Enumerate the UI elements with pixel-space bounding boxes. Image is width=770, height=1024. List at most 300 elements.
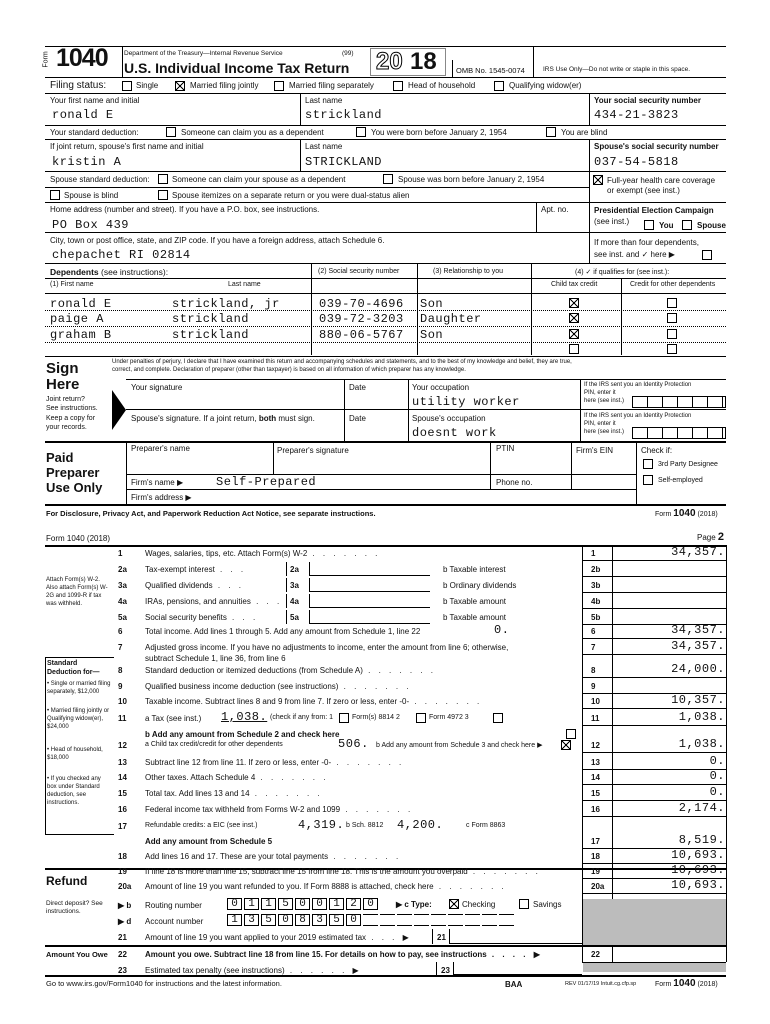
line-desc-text: Qualified business income deduction (see instructions) — [145, 682, 339, 691]
first-name-field[interactable]: ronald E — [52, 108, 114, 122]
dep1-rel[interactable]: Son — [420, 297, 444, 311]
baa-label: BAA — [505, 980, 523, 989]
dep2-rel[interactable]: Daughter — [420, 312, 482, 326]
line-number-12: 12 — [118, 741, 127, 750]
line-desc-2a: Tax-exempt interest . . . — [145, 565, 247, 574]
spouse-itemize-label: Spouse itemizes on a separate return or you were dual-status alien — [172, 191, 410, 200]
pec-spouse-label: Spouse — [697, 221, 726, 230]
line-subbox-4a: 4a — [286, 594, 310, 608]
line-desc-19: If line 18 is more than line 15, subtract line 15 from line 18. This is the amount you overpaid . . . . . . . — [145, 867, 541, 876]
line-desc-12 — [145, 741, 283, 748]
more-dependents-checkbox[interactable] — [702, 250, 712, 260]
spouse-born-label: Spouse was born before January 2, 1954 — [398, 175, 545, 184]
line-box-9: 9 — [591, 682, 596, 691]
line-desc-text: If line 18 is more than line 15, subtract line 15 from line 18. This is the amount you overpaid — [145, 867, 468, 876]
account-digit-empty[interactable] — [414, 914, 429, 926]
line21-amount[interactable] — [450, 929, 582, 944]
line17b-sch8812[interactable]: 4,200. — [397, 818, 444, 832]
dep2-first[interactable]: paige A — [50, 312, 104, 326]
std-dep-checkbox[interactable] — [166, 127, 176, 137]
line-subamount-2a[interactable] — [310, 562, 430, 576]
dep-col-odc: Credit for other dependents — [630, 281, 716, 288]
paid-title: Paid — [46, 450, 74, 465]
filing-qw-checkbox[interactable] — [494, 81, 504, 91]
std-deduction-title: Standard Deduction for— — [47, 660, 100, 676]
dep1-last[interactable]: strickland, jr — [172, 297, 280, 311]
ippin-label-2: PIN, enter it — [584, 390, 616, 396]
routing-digit[interactable]: 0 — [363, 898, 378, 910]
rev-label: REV 01/17/19 Intuit.cg.cfp.sp — [565, 981, 637, 987]
std-mfj-note: • Married filing jointly or Qualifying widow(er), $24,000 — [47, 708, 110, 730]
line21-desc: Amount of line 19 you want applied to your 2019 estimated tax . . . ▶ — [145, 933, 412, 942]
line12b-checkbox[interactable] — [561, 740, 571, 750]
line-box-13: 13 — [591, 758, 600, 767]
last-name-label: Last name — [305, 96, 343, 105]
savings-checkbox[interactable] — [519, 899, 529, 909]
line-subamount-5a[interactable] — [310, 610, 430, 624]
line23-number: 23 — [118, 966, 127, 975]
account-digit[interactable]: 0 — [278, 914, 293, 926]
refund-title: Refund — [46, 874, 88, 888]
form-title: U.S. Individual Income Tax Return — [124, 60, 350, 76]
routing-digit[interactable]: 0 — [312, 898, 327, 910]
health-coverage-label: Full-year health care coverage — [607, 176, 716, 185]
line-number-17: 17 — [118, 822, 127, 831]
account-digit-empty[interactable] — [363, 914, 378, 926]
line-desc-9: Qualified business income deduction (see instructions) . . . . . . . — [145, 682, 412, 691]
pec-you-checkbox[interactable] — [644, 220, 654, 230]
dep-col-last: Last name — [228, 281, 261, 288]
filing-single-label: Single — [136, 81, 159, 90]
occupation-label: Your occupation — [412, 383, 470, 392]
dep1-odc-checkbox[interactable] — [667, 298, 677, 308]
line23-box: 23 — [441, 966, 450, 975]
line-desc-18: Add lines 16 and 17. These are your total payments . . . . . . . — [145, 852, 402, 861]
line-desc-b-5a: b Taxable amount — [443, 613, 507, 622]
line-box-1: 1 — [591, 549, 596, 558]
line-amount-8[interactable]: 24,000. — [671, 662, 725, 676]
line-box-14: 14 — [591, 773, 600, 782]
spouse-ssn-label: Spouse's social security number — [594, 142, 719, 151]
line-desc-b-4a: b Taxable amount — [443, 597, 507, 606]
line-desc-text: Total tax. Add lines 13 and 14 — [145, 789, 250, 798]
omb-number: OMB No. 1545-0074 — [456, 66, 525, 75]
pec-you-label: You — [659, 221, 674, 230]
line17-add-sch5: Add any amount from Schedule 5 — [145, 837, 273, 846]
account-digit[interactable]: 5 — [329, 914, 344, 926]
health-coverage-label-2: or exempt (see inst.) — [607, 186, 680, 195]
filing-status-label: Filing status: — [50, 80, 107, 91]
phone-label: Phone no. — [496, 478, 533, 487]
checking-label: Checking — [462, 900, 496, 909]
line-amount-1[interactable]: 34,357. — [671, 545, 725, 559]
line-box-2b: 2b — [591, 565, 601, 574]
line-box-20a: 20a — [591, 882, 605, 891]
line-desc-text: Standard deduction or itemized deductions (from Schedule A) — [145, 666, 363, 675]
health-coverage-checkbox[interactable] — [593, 175, 603, 185]
std-blind-label: You are blind — [561, 128, 608, 137]
line-subamount-3a[interactable] — [310, 578, 430, 592]
line-desc-text: Total income. Add lines 1 through 5. Add any amount from Schedule 1, line 22 — [145, 627, 421, 636]
line-number-4a: 4a — [118, 597, 127, 606]
line-number-5a: 5a — [118, 613, 127, 622]
preparer-title: Preparer — [46, 465, 100, 480]
line-amount-14[interactable]: 0. — [709, 769, 725, 783]
line-desc-text: a Child tax credit/credit for other dependents — [145, 741, 283, 748]
year-outline: 20 — [376, 48, 403, 75]
line-number-6: 6 — [118, 627, 123, 636]
line-box-5b: 5b — [591, 613, 601, 622]
department: Department of the Treasury—Internal Revenue Service — [124, 50, 283, 57]
year-solid: 18 — [410, 48, 437, 75]
self-employed-label: Self-employed — [658, 477, 703, 484]
dep4-odc-checkbox[interactable] — [667, 344, 677, 354]
line-box-3b: 3b — [591, 581, 601, 590]
line-box-10: 10 — [591, 697, 600, 706]
spouse-blind-checkbox[interactable] — [50, 190, 60, 200]
line-desc-17 — [145, 822, 257, 829]
apt-label: Apt. no. — [541, 205, 569, 214]
std-hoh-note: • Head of household, $18,000 — [47, 747, 103, 761]
dep2-ctc-checkbox[interactable] — [569, 313, 579, 323]
line-desc-text: a Tax (see inst.) — [145, 714, 202, 723]
ssn-field[interactable]: 434-21-3823 — [594, 108, 679, 122]
account-digit-empty[interactable] — [380, 914, 395, 926]
spouse-occupation-label: Spouse's occupation — [412, 414, 486, 423]
sign-arrow — [112, 390, 126, 430]
here-title: Here — [46, 376, 80, 393]
line-amount-16[interactable]: 2,174. — [678, 801, 725, 815]
routing-digit[interactable]: 5 — [278, 898, 293, 910]
line-desc-text: Tax-exempt interest — [145, 565, 215, 574]
line-subbox-3a: 3a — [286, 578, 310, 592]
page2-form-label: Form 1040 (2018) — [46, 534, 111, 543]
account-digit[interactable]: 8 — [295, 914, 310, 926]
line21-number: 21 — [118, 933, 127, 942]
spouse-ippin-label-2: PIN, enter it — [584, 421, 616, 427]
dep2-last[interactable]: strickland — [172, 312, 250, 326]
firm-name-label: Firm's name ▶ — [131, 478, 184, 487]
preparer-name-label: Preparer's name — [131, 444, 190, 453]
more-dependents-label-2: see inst. and ✓ here ▶ — [594, 250, 675, 259]
line6-schedule1-amount[interactable]: 0. — [494, 623, 510, 637]
footer2-form: Form 1040 (2018) — [655, 978, 718, 989]
account-digit-empty[interactable] — [397, 914, 412, 926]
checking-checkbox[interactable] — [449, 899, 459, 909]
line-number-13: 13 — [118, 758, 127, 767]
disclosure-notice: For Disclosure, Privacy Act, and Paperwork Reduction Act Notice, see separate instructions. — [46, 509, 376, 518]
dep-col-check: (4) ✓ if qualifies for (see inst.): — [575, 269, 670, 276]
dep-col-rel: (3) Relationship to you — [433, 268, 504, 275]
firm-address-label: Firm's address ▶ — [131, 493, 192, 502]
std-checked-note: • If you checked any box under Standard deduction, see instructions. — [47, 776, 101, 806]
line-desc-text: Refundable credits: a EIC (see inst.) — [145, 822, 258, 829]
dep2-odc-checkbox[interactable] — [667, 313, 677, 323]
ippin-label-3: here (see inst.) — [584, 398, 625, 404]
ptin-label: PTIN — [496, 444, 515, 453]
your-signature-label: Your signature — [131, 383, 183, 392]
line-desc-14: Other taxes. Attach Schedule 4 . . . . . . . — [145, 773, 329, 782]
line-amount-19[interactable]: 10,693. — [671, 863, 725, 877]
your-signature-field[interactable] — [130, 392, 344, 408]
check-if-label: Check if: — [641, 446, 673, 455]
address-label: Home address (number and street). If you have a P.O. box, see instructions. — [50, 205, 320, 214]
line-number-14: 14 — [118, 773, 127, 782]
line-box-18: 18 — [591, 852, 600, 861]
line-number-2a: 2a — [118, 565, 127, 574]
filing-mfs-label: Married filing separately — [289, 81, 374, 90]
line-desc-13: Subtract line 12 from line 11. If zero or less, enter -0- . . . . . . . — [145, 758, 405, 767]
perjury-text: Under penalties of perjury, I declare that I have examined this return and accompanying schedules and statements, and to the best of my knowledge and belief, they are true, — [112, 359, 572, 365]
dep-col-ssn: (2) Social security number — [318, 268, 400, 275]
line-number-10: 10 — [118, 697, 127, 706]
line-desc-5a: Social security benefits . . . — [145, 613, 259, 622]
line-desc-b-7: subtract Schedule 1, line 36, from line 6 — [145, 654, 286, 663]
line-desc-11 — [145, 714, 201, 723]
filing-mfj-label: Married filing jointly — [190, 81, 259, 90]
std-single-note: • Single or married filing separately, $12,000 — [47, 681, 111, 695]
first-name-label: Your first name and initial — [50, 96, 140, 105]
perjury-text-2: correct, and complete. Declaration of preparer (other than taxpayer) is based on all information of which preparer has any knowledge. — [112, 367, 466, 373]
dep1-ctc-checkbox[interactable] — [569, 298, 579, 308]
line-number-11: 11 — [118, 714, 127, 723]
line12a-credit[interactable]: 506. — [338, 737, 369, 751]
line-amount-12[interactable]: 1,038. — [678, 737, 725, 751]
line-desc-text: Taxable income. Subtract lines 8 and 9 from line 7. If zero or less, enter -0- — [145, 697, 410, 706]
line-number-16: 16 — [118, 805, 127, 814]
routing-digit[interactable]: 1 — [329, 898, 344, 910]
spouse-ssn-field[interactable]: 037-54-5818 — [594, 155, 679, 169]
line-desc-text: Adjusted gross income. If you have no adjustments to income, enter the amount from line 6; otherwise, — [145, 643, 509, 652]
irs-use-only: IRS Use Only—Do not write or staple in this space. — [543, 66, 691, 73]
spouse-born-checkbox[interactable] — [383, 174, 393, 184]
dependents-heading: Dependents (see instructions): — [50, 267, 169, 277]
account-digit-empty[interactable] — [431, 914, 446, 926]
self-employed-checkbox[interactable] — [643, 475, 653, 485]
line-box-15: 15 — [591, 789, 600, 798]
line-box-16: 16 — [591, 805, 600, 814]
line-amount-13[interactable]: 0. — [709, 754, 725, 768]
line-number-1: 1 — [118, 549, 123, 558]
line-desc-text: Wages, salaries, tips, etc. Attach Form(s) W-2 — [145, 549, 308, 558]
account-digit-empty[interactable] — [499, 914, 514, 926]
line-amount-6[interactable]: 34,357. — [671, 623, 725, 637]
line-desc-text: Other taxes. Attach Schedule 4 — [145, 773, 256, 782]
line-subamount-4a[interactable] — [310, 594, 430, 608]
pec-spouse-checkbox[interactable] — [682, 220, 692, 230]
spouse-ippin-label: If the IRS sent you an Identity Protection — [584, 413, 692, 419]
line-desc-3a: Qualified dividends . . . — [145, 581, 244, 590]
line22-number: 22 — [118, 950, 127, 959]
line-amount-20a[interactable]: 10,693. — [671, 878, 725, 892]
direct-deposit-note: Direct deposit? See instructions. — [46, 900, 103, 915]
line-amount-18[interactable]: 10,693. — [671, 848, 725, 862]
account-digit-empty[interactable] — [465, 914, 480, 926]
line-number-15: 15 — [118, 789, 127, 798]
firm-name-field[interactable]: Self-Prepared — [216, 475, 317, 489]
line-box-7: 7 — [591, 643, 596, 652]
spouse-blind-label: Spouse is blind — [64, 191, 119, 200]
firm-ein-label: Firm's EIN — [576, 446, 614, 455]
spouse-last-label: Last name — [305, 142, 343, 151]
line-desc-b-3a: b Ordinary dividends — [443, 581, 517, 590]
form-label-vertical: Form — [42, 51, 50, 68]
filing-qw-label: Qualifying widow(er) — [509, 81, 582, 90]
line17a-eic[interactable]: 4,319. — [298, 818, 345, 832]
line-number-7: 7 — [118, 643, 123, 652]
line11-box3-checkbox[interactable] — [493, 713, 503, 723]
routing-label: Routing number — [145, 901, 202, 910]
line11a-tax[interactable]: 1,038. — [221, 710, 268, 724]
code-99: (99) — [342, 50, 354, 57]
filing-single-checkbox[interactable] — [122, 81, 132, 91]
line11-check-from: (check if any from: 1 — [270, 714, 334, 721]
line23-amount[interactable] — [454, 962, 582, 975]
routing-digit[interactable]: 1 — [261, 898, 276, 910]
filing-mfj-checkbox[interactable] — [175, 81, 185, 91]
line-box-11: 11 — [591, 714, 600, 723]
spouse-std-label: Spouse standard deduction: — [50, 175, 150, 184]
ippin-boxes[interactable] — [632, 396, 726, 408]
account-digit[interactable]: 3 — [244, 914, 259, 926]
preparer-sig-label: Preparer's signature — [277, 446, 349, 455]
sign-title: Sign — [46, 360, 79, 377]
filing-mfs-checkbox[interactable] — [274, 81, 284, 91]
amount-you-owe-title: Amount You Owe — [46, 950, 108, 959]
page2-number: Page 2 — [697, 531, 725, 543]
dep3-ssn[interactable]: 880-06-5767 — [319, 328, 404, 342]
dep3-first[interactable]: graham B — [50, 328, 112, 342]
account-digit-empty[interactable] — [482, 914, 497, 926]
line-desc-7 — [145, 643, 508, 652]
account-digit[interactable]: 3 — [312, 914, 327, 926]
spouse-ippin-boxes[interactable] — [632, 427, 726, 439]
account-type-label: ▶ c Type: — [396, 900, 432, 909]
dep3-last[interactable]: strickland — [172, 328, 250, 342]
line-number-3a: 3a — [118, 581, 127, 590]
more-dependents-label: If more than four dependents, — [594, 238, 699, 247]
go-to-irs[interactable]: Go to www.irs.gov/Form1040 for instructions and the latest information. — [46, 979, 282, 988]
line-amount-17[interactable]: 8,519. — [678, 833, 725, 847]
spouse-dep-checkbox[interactable] — [158, 174, 168, 184]
routing-marker: ▶ b — [118, 901, 132, 910]
routing-digit[interactable]: 1 — [244, 898, 259, 910]
pec-label: Presidential Election Campaign — [594, 206, 714, 215]
city-field[interactable]: chepachet RI 02814 — [52, 248, 191, 262]
line-subbox-2a: 2a — [286, 562, 310, 576]
account-label: Account number — [145, 917, 204, 926]
account-digit[interactable]: 0 — [346, 914, 361, 926]
line-number-8: 8 — [118, 666, 123, 675]
account-digit-empty[interactable] — [448, 914, 463, 926]
line-desc-text: Subtract line 12 from line 11. If zero or less, enter -0- — [145, 758, 332, 767]
spouse-itemize-checkbox[interactable] — [158, 190, 168, 200]
line23-desc: Estimated tax penalty (see instructions) . . . . . . ▶ — [145, 966, 362, 975]
line-desc-b-2a: b Taxable interest — [443, 565, 506, 574]
line-box-19: 19 — [591, 867, 600, 876]
line12b-desc: b Add any amount from Schedule 3 and check here ▶ — [376, 742, 543, 749]
spouse-occupation-field[interactable]: doesnt work — [412, 426, 497, 440]
spouse-ippin-label-3: here (see inst.) — [584, 429, 625, 435]
ssn-label: Your social security number — [594, 96, 701, 105]
joint-return-note: Joint return? — [46, 396, 85, 403]
line-box-17: 17 — [591, 837, 600, 846]
occupation-field[interactable]: utility worker — [412, 395, 520, 409]
pec-inst: (see inst.) — [594, 217, 630, 226]
dep4-ctc-checkbox[interactable] — [569, 344, 579, 354]
dep3-ctc-checkbox[interactable] — [569, 329, 579, 339]
filing-hoh-checkbox[interactable] — [393, 81, 403, 91]
account-digit[interactable]: 1 — [227, 914, 242, 926]
line-desc-20a: Amount of line 19 you want refunded to you. If Form 8888 is attached, check here . . . . . . . — [145, 882, 507, 891]
dep3-odc-checkbox[interactable] — [667, 329, 677, 339]
joint-return-note-3: Keep a copy for — [46, 415, 96, 422]
account-marker: ▶ d — [118, 917, 132, 926]
form-4972-checkbox[interactable] — [416, 713, 426, 723]
line-amount-7[interactable]: 34,357. — [671, 639, 725, 653]
form-8814-checkbox[interactable] — [339, 713, 349, 723]
line22-desc: Amount you owe. Subtract line 18 from line 15. For details on how to pay, see instructions . . . . ▶ — [145, 950, 543, 959]
std-born-label: You were born before January 2, 1954 — [371, 128, 507, 137]
line-desc-text: Amount of line 19 you want refunded to you. If Form 8888 is attached, check here — [145, 882, 434, 891]
third-party-label: 3rd Party Designee — [658, 461, 718, 468]
line-amount-11[interactable]: 1,038. — [678, 710, 725, 724]
city-label: City, town or post office, state, and ZIP code. If you have a foreign address, attach Schedule 6. — [50, 236, 385, 245]
third-party-checkbox[interactable] — [643, 459, 653, 469]
line-desc-1: Wages, salaries, tips, etc. Attach Form(s) W-2 . . . . . . . — [145, 549, 381, 558]
spouse-last-field[interactable]: STRICKLAND — [305, 155, 383, 169]
spouse-first-field[interactable]: kristin A — [52, 155, 122, 169]
use-only-title: Use Only — [46, 480, 103, 495]
std-blind-checkbox[interactable] — [546, 127, 556, 137]
dep-col-ctc: Child tax credit — [551, 281, 598, 288]
line-desc-4a: IRAs, pensions, and annuities . . . — [145, 597, 283, 606]
last-name-field[interactable]: strickland — [305, 108, 383, 122]
line-box-6: 6 — [591, 627, 596, 636]
line17c-label: c Form 8863 — [466, 822, 506, 829]
routing-digit[interactable]: 0 — [295, 898, 310, 910]
address-field[interactable]: PO Box 439 — [52, 218, 130, 232]
account-digit[interactable]: 5 — [261, 914, 276, 926]
date-label: Date — [349, 383, 366, 392]
attach-note: Attach Form(s) W-2. Also attach Form(s) W-2G and 1099-R if tax was withheld. — [46, 577, 108, 607]
form-number: 1040 — [56, 44, 108, 72]
line-amount-15[interactable]: 0. — [709, 785, 725, 799]
footer1-form: Form 1040 (2018) — [655, 508, 718, 519]
line-desc-10: Taxable income. Subtract lines 8 and 9 from line 7. If zero or less, enter -0- . . . . . . . — [145, 697, 483, 706]
dep1-first[interactable]: ronald E — [50, 297, 112, 311]
routing-digit[interactable]: 0 — [227, 898, 242, 910]
line21-box: 21 — [437, 933, 446, 942]
spouse-first-label: If joint return, spouse's first name and initial — [50, 142, 204, 151]
std-born-checkbox[interactable] — [356, 127, 366, 137]
line-amount-10[interactable]: 10,357. — [671, 693, 725, 707]
line11-8814-label: Form(s) 8814 2 — [352, 714, 400, 721]
line-desc-text: IRAs, pensions, and annuities — [145, 597, 251, 606]
line-number-9: 9 — [118, 682, 123, 691]
savings-label: Savings — [533, 900, 562, 909]
dep3-rel[interactable]: Son — [420, 328, 444, 342]
filing-hoh-label: Head of household — [408, 81, 476, 90]
dep2-ssn[interactable]: 039-72-3203 — [319, 312, 404, 326]
line11b-checkbox[interactable] — [566, 729, 576, 739]
dep1-ssn[interactable]: 039-70-4696 — [319, 297, 404, 311]
routing-digit[interactable]: 2 — [346, 898, 361, 910]
joint-return-note-4: your records. — [46, 424, 87, 431]
line-box-8: 8 — [591, 666, 596, 675]
spouse-date-label: Date — [349, 414, 366, 423]
line-desc-8: Standard deduction or itemized deductions (from Schedule A) . . . . . . . — [145, 666, 437, 675]
